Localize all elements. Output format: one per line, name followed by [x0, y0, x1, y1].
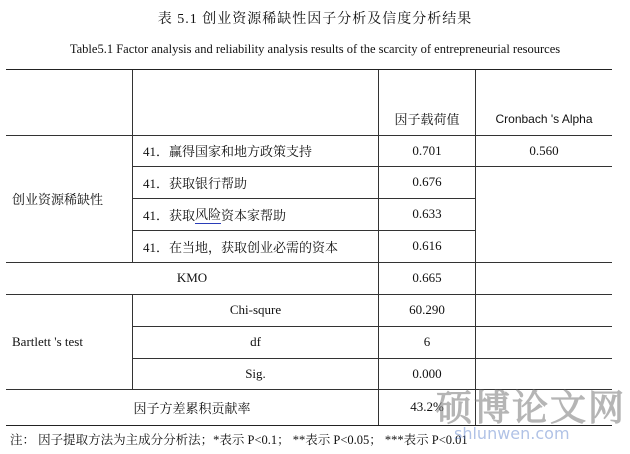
- bartlett-row-value: 0.000: [412, 365, 442, 381]
- watermark-sub: shlunwen.com: [454, 424, 570, 443]
- bartlett-row-label: Chi-squre: [229, 302, 282, 317]
- item-loading: 0.676: [412, 174, 442, 189]
- header-alpha: Cronbach 's Alpha: [495, 111, 593, 126]
- item-label: 41．赢得国家和地方政策支持: [143, 144, 313, 159]
- item-loading: 0.616: [412, 238, 442, 253]
- table-note: 注： 因子提取方法为主成分分析法；*表示 P<0.1； **表示 P<0.05； ***表示 P<0.01: [10, 433, 468, 447]
- bartlett-row-label: df: [250, 334, 261, 349]
- watermark-logo: [436, 380, 626, 450]
- bartlett-row-value: 6: [423, 334, 431, 349]
- item-label: 41．获取银行帮助: [143, 175, 248, 191]
- results-table: [6, 69, 612, 426]
- bartlett-row-value: 60.290: [409, 302, 445, 317]
- variance-value: 43.2%: [410, 399, 444, 414]
- item-loading: 0.633: [412, 206, 442, 221]
- item-label: 41．在当地，获取创业必需的资本: [143, 239, 339, 255]
- item-loading: 0.701: [412, 142, 442, 158]
- variance-label: 因子方差累积贡献率: [133, 400, 251, 416]
- kmo-label: KMO: [176, 270, 208, 285]
- watermark-main: 硕博论文网: [436, 387, 627, 429]
- bartlett-row-label: Sig.: [245, 365, 266, 381]
- alpha-value: 0.560: [529, 142, 559, 158]
- item-label-link[interactable]: 风险: [195, 204, 221, 224]
- kmo-value: 0.665: [412, 270, 442, 285]
- item-label-post: 资本家帮助: [221, 207, 287, 223]
- header-loading: 因子载荷值: [394, 112, 460, 127]
- table-title-zh: 表 5.1 创业资源稀缺性因子分析及信度分析结果: [157, 12, 473, 27]
- item-label: [133, 198, 378, 230]
- item-label-pre: 41．获取: [143, 207, 196, 223]
- group-label: 创业资源稀缺性: [12, 192, 104, 207]
- bartlett-label: Bartlett 's test: [12, 333, 83, 349]
- table-title-en: Table5.1 Factor analysis and reliability analysis results of the scarcity of entrepreneurial resources: [69, 42, 561, 56]
